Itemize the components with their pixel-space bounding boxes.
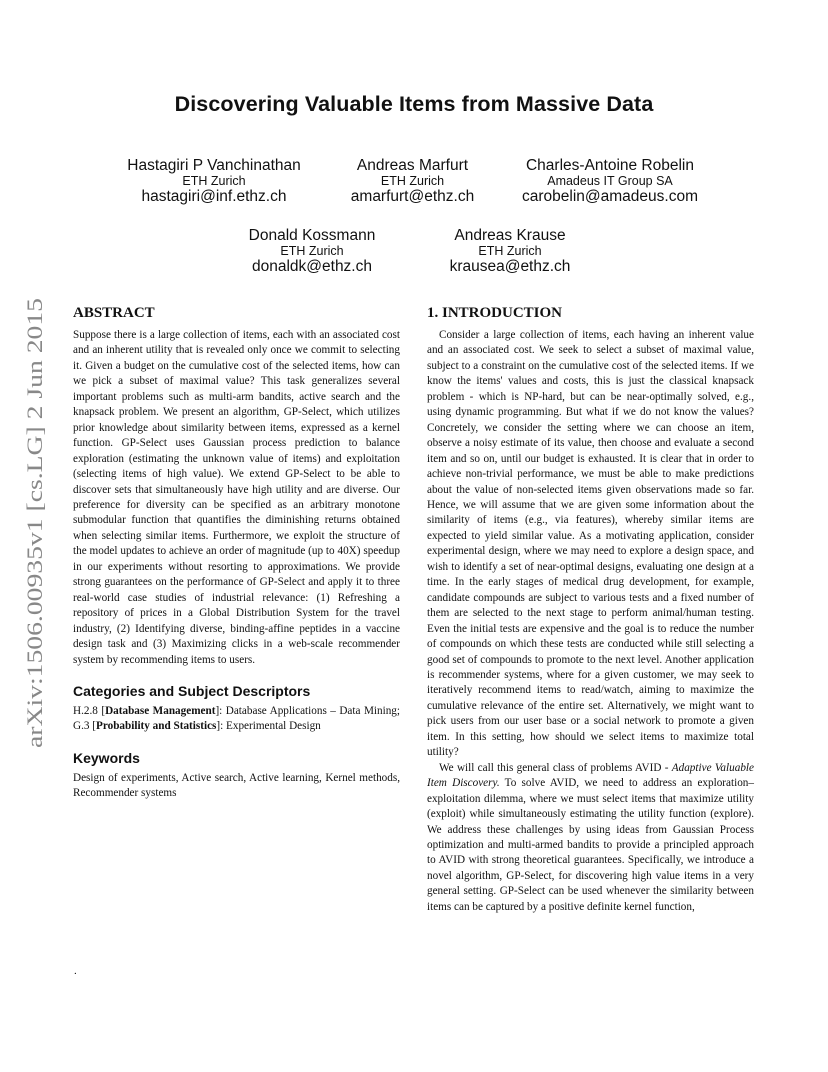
author-block (330, 157, 495, 205)
categories-bold: Probability and Statistics (96, 720, 217, 733)
abstract-text: Suppose there is a large collection of items, each with an associated cost and an inherent utility that is revealed only once we commit to selecting it. Given a budget on the cumulative cost of the selected items, how can we pick a subset of maximal value? This task generalizes several important problems such as multi-arm bandits, active search and the knapsack problem. We present an algorithm, GP-Select, which utilizes prior knowledge about similarity between items, expressed as a kernel function. GP-Select uses Gaussian process prediction to balance exploration (estimating the unknown value of items) and exploitation (selecting items of high value). We extend GP-Select to be able to discover sets that simultaneously have high utility and are diverse. Our preference for diversity can be specified as an arbitrary monotone submodular function that quantifies the diminishing returns obtained when selecting similar items. Furthermore, we exploit the structure of the model updates to achieve an order of magnitude (up to 40X) speedup in our experiments without resorting to approximations. We provide strong guarantees on the performance of GP-Select and apply it to three real-world case studies of industrial relevance: (1) Refreshing a repository of prices in a Global Distribution System for the travel industry, (2) Identifying diverse, binding-affine peptides in a vaccine design task and (3) Maximizing clicks in a web-scale recommender system by recommending items to users. (73, 329, 400, 666)
categories-part: ]: Experimental Design (216, 720, 321, 733)
arxiv-sidebar (22, 298, 48, 748)
left-column (73, 304, 400, 802)
author-affiliation: ETH Zurich (478, 244, 542, 258)
author-name: Charles-Antoine Robelin (525, 157, 694, 174)
categories-text (73, 704, 400, 735)
introduction-paragraph: Consider a large collection of items, each having an inherent value and an associated cost. We seek to select a subset of maximal value, subject to a constraint on the cumulative cost of the selected items. If we know the items' values and costs, this is just the classical knapsack problem - which is NP-hard, but can be near-optimally solved, e.g., using dynamic programming. But what if we do not know the values? Concretely, we consider the setting where we can choose an item, observe a noisy estimate of its value, then choose and evaluate a second item and so on, until our budget is exhausted. It is clear that in order to achieve non-trivial performance, we must be able to make predictions about the value of non-selected items given observations made so far. Hence, we will assume that we are given some information about the similarity of items (e.g., via features), whereby similar items are expected to yield similar value. As a motivating application, consider experimental design, where we may need to explore a design space, and wish to identify a set of near-optimal designs, evaluating one design at a time. In the early stages of medical drug development, for example, candidate compounds are subject to various tests and a fixed number of them are selected to the next stage to perform animal/human testing. Even the initial tests are expensive and the goal is to reduce the number of compounds on which these tests are conducted while still selecting a good set of compounds to promote to the next level. Another application is recommender systems, where for a given customer, we may seek to iteratively recommend items to read/watch, aiming to maximize the cumulative relevance of the entire set. Alternatively, we might want to pick users from our user base or a social network to promote a given item. In this setting, how should we select items to maximize total utility? (427, 329, 754, 759)
author-affiliation: ETH Zurich (182, 174, 246, 188)
introduction-paragraph (427, 761, 754, 916)
abstract-heading: ABSTRACT (73, 305, 155, 321)
arxiv-sidebar-svg (22, 298, 48, 748)
introduction-heading: 1. INTRODUCTION (427, 305, 563, 321)
author-affiliation: ETH Zurich (380, 174, 445, 188)
author-affiliation: ETH Zurich (280, 244, 344, 258)
keywords-text: Design of experiments, Active search, Active learning, Kernel methods, Recommender systems (73, 771, 400, 800)
author-email: amarfurt@ethz.ch (350, 188, 475, 205)
intro-text: We will call this general class of problems AVID - (439, 761, 672, 774)
keywords-heading: Keywords (73, 749, 140, 766)
author-email: krausea@ethz.ch (449, 258, 571, 275)
categories-part: ]: Database Applications – Data Mining; G.3 [ (73, 704, 401, 733)
categories-part: H.2.8 [ (73, 704, 106, 717)
author-block (425, 227, 595, 275)
author-name: Hastagiri P Vanchinathan (127, 157, 301, 174)
arxiv-id: arXiv:1506.00935v1 [cs.LG] 2 Jun 2015 (22, 389, 47, 748)
right-column (427, 304, 754, 915)
author-email: carobelin@amadeus.com (522, 188, 698, 205)
author-name: Andreas Krause (454, 227, 566, 244)
author-email: donaldk@ethz.ch (251, 258, 372, 275)
author-block (109, 157, 319, 205)
author-block (227, 227, 397, 275)
author-email: hastagiri@inf.ethz.ch (141, 188, 287, 205)
intro-italic: Adaptive Valuable Item Discovery. (427, 761, 754, 790)
intro-text: To solve AVID, we need to address an exploration–exploitation dilemma, where we must select items that maximize utility (exploit) while simultaneously estimating the utility function (explore). We address these challenges by using ideas from Gaussian Process optimization and multi-armed bandits to provide a principled approach to AVID with strong theoretical guarantees. Specifically, we introduce a novel algorithm, GP-Select, for discovering high value items in a very general setting. GP-Select can be used whenever the similarity between items can be captured by a positive definite kernel function, (427, 777, 754, 913)
author-affiliation: Amadeus IT Group SA (547, 174, 673, 188)
categories-heading: Categories and Subject Descriptors (73, 682, 311, 699)
paper-title: Discovering Valuable Items from Massive Data (174, 92, 654, 116)
author-name: Andreas Marfurt (356, 157, 469, 174)
author-name: Donald Kossmann (248, 227, 376, 244)
footer-mark: . (74, 965, 77, 977)
author-block (505, 157, 715, 205)
categories-bold: Database Management (105, 704, 216, 717)
